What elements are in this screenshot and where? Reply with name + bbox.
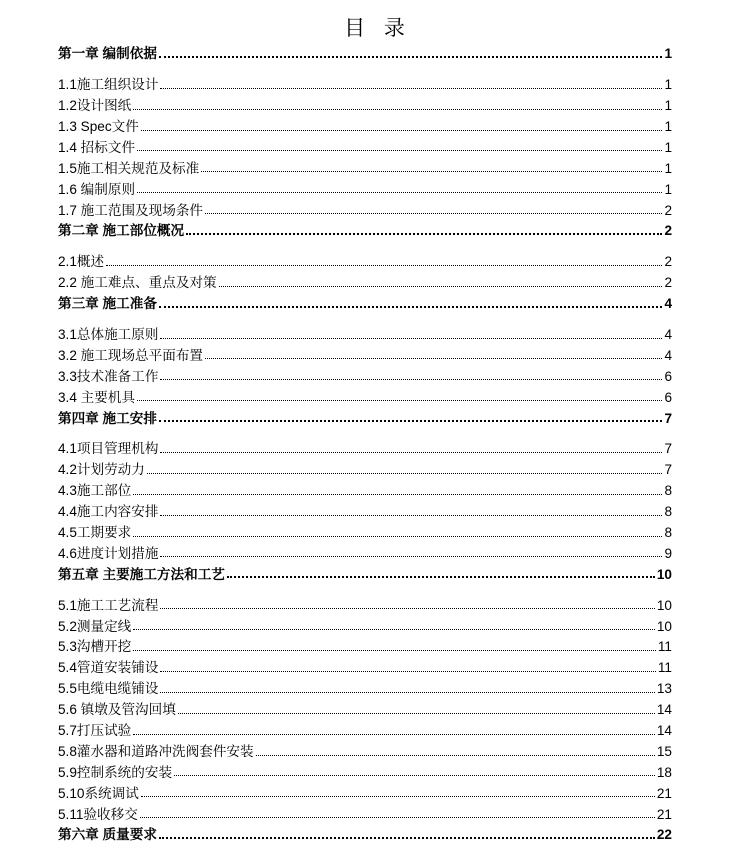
toc-entry-label: 4.2计划劳动力 bbox=[58, 462, 145, 478]
dot-leader bbox=[133, 649, 656, 651]
dot-leader bbox=[137, 191, 662, 193]
toc-section-entry[interactable] bbox=[58, 717, 672, 738]
toc-page-number: 2 bbox=[664, 254, 672, 270]
toc-page-number: 2 bbox=[664, 202, 672, 218]
toc-page-number: 4 bbox=[664, 296, 672, 312]
page-title: 目 录 bbox=[344, 16, 411, 40]
toc-entry-label: 3.2 施工现场总平面布置 bbox=[58, 347, 204, 363]
toc-section-entry[interactable] bbox=[58, 696, 672, 717]
dot-leader bbox=[205, 212, 662, 214]
toc-section-entry[interactable] bbox=[58, 435, 672, 456]
toc-page-number: 15 bbox=[656, 743, 672, 759]
toc-entry-label: 1.3 Spec文件 bbox=[58, 118, 139, 134]
dot-leader bbox=[106, 264, 662, 266]
toc-page-number: 22 bbox=[656, 827, 672, 843]
dot-leader bbox=[133, 493, 662, 495]
toc-entry-label: 5.3沟槽开挖 bbox=[58, 639, 132, 655]
toc-page-number: 11 bbox=[657, 639, 672, 655]
dot-leader bbox=[137, 399, 662, 401]
toc-section-entry[interactable] bbox=[58, 633, 672, 654]
dot-leader bbox=[160, 691, 654, 693]
toc-page-number: 2 bbox=[664, 275, 672, 291]
toc-page-number: 8 bbox=[664, 483, 672, 499]
toc-section-entry[interactable] bbox=[58, 175, 672, 196]
toc-section-entry[interactable] bbox=[58, 654, 672, 675]
dot-leader bbox=[178, 712, 655, 714]
toc-page-number: 1 bbox=[664, 46, 672, 62]
toc-page-number: 21 bbox=[656, 785, 672, 801]
dot-leader bbox=[160, 451, 662, 453]
dot-leader bbox=[160, 378, 662, 380]
toc-entry-label: 5.2测量定线 bbox=[58, 618, 132, 634]
dot-leader bbox=[133, 535, 662, 537]
toc-entry-label: 第五章 主要施工方法和工艺 bbox=[58, 566, 225, 582]
table-of-contents bbox=[58, 40, 672, 852]
toc-chapter-entry[interactable] bbox=[58, 560, 672, 581]
toc-section-entry[interactable] bbox=[58, 738, 672, 759]
toc-page-number: 18 bbox=[656, 764, 672, 780]
toc-section-entry[interactable] bbox=[58, 321, 672, 342]
toc-section-entry[interactable] bbox=[58, 342, 672, 363]
toc-section-entry[interactable] bbox=[58, 779, 672, 800]
toc-section-entry[interactable] bbox=[58, 113, 672, 134]
toc-section-entry[interactable] bbox=[58, 456, 672, 477]
toc-entry-label: 1.7 施工范围及现场条件 bbox=[58, 202, 204, 218]
toc-page-number: 1 bbox=[664, 160, 672, 176]
toc-section-entry[interactable] bbox=[58, 800, 672, 821]
dot-leader bbox=[160, 670, 655, 672]
toc-chapter-entry[interactable] bbox=[58, 404, 672, 425]
toc-section-entry[interactable] bbox=[58, 92, 672, 113]
dot-leader bbox=[137, 149, 662, 151]
dot-leader bbox=[159, 419, 663, 422]
toc-entry-label: 5.10系统调试 bbox=[58, 785, 139, 801]
toc-page-number: 1 bbox=[664, 77, 672, 93]
toc-page-number: 11 bbox=[657, 660, 672, 676]
dot-leader bbox=[256, 754, 655, 756]
toc-section-entry[interactable] bbox=[58, 383, 672, 404]
toc-entry-label: 5.4管道安装铺设 bbox=[58, 660, 159, 676]
toc-entry-label: 1.1施工组织设计 bbox=[58, 77, 159, 93]
dot-leader bbox=[160, 87, 662, 89]
toc-page-number: 2 bbox=[664, 223, 672, 239]
toc-entry-label: 1.5施工相关规范及标准 bbox=[58, 160, 200, 176]
toc-entry-label: 第二章 施工部位概况 bbox=[58, 223, 185, 239]
toc-entry-label: 5.6 镇墩及管沟回填 bbox=[58, 702, 176, 718]
toc-entry-label: 4.1项目管理机构 bbox=[58, 441, 159, 457]
toc-page-number: 6 bbox=[664, 389, 672, 405]
toc-page-number: 4 bbox=[664, 347, 672, 363]
toc-page-number: 10 bbox=[656, 597, 672, 613]
dot-leader bbox=[141, 129, 663, 131]
toc-section-entry[interactable] bbox=[58, 269, 672, 290]
toc-page-number: 13 bbox=[656, 681, 672, 697]
toc-page-number: 8 bbox=[664, 525, 672, 540]
toc-page-number: 1 bbox=[664, 118, 672, 134]
toc-section-entry[interactable] bbox=[58, 71, 672, 92]
toc-entry-label: 第六章 质量要求 bbox=[58, 827, 157, 843]
dot-leader bbox=[201, 170, 662, 172]
toc-section-entry[interactable] bbox=[58, 498, 672, 519]
dot-leader bbox=[133, 108, 662, 110]
toc-entry-label: 1.4 招标文件 bbox=[58, 139, 136, 155]
dot-leader bbox=[186, 232, 662, 235]
toc-section-entry[interactable] bbox=[58, 675, 672, 696]
toc-page-number: 10 bbox=[656, 566, 672, 582]
dot-leader bbox=[160, 555, 662, 557]
toc-entry-label: 5.9控制系统的安装 bbox=[58, 764, 173, 780]
toc-page-number: 21 bbox=[656, 806, 672, 822]
toc-entry-label: 5.7打压试验 bbox=[58, 723, 132, 739]
toc-page-number: 8 bbox=[664, 504, 672, 520]
toc-page-number: 1 bbox=[664, 98, 672, 114]
toc-entry-label: 5.11验收移交 bbox=[58, 806, 138, 822]
toc-section-entry[interactable] bbox=[58, 612, 672, 633]
toc-entry-label: 第四章 施工安排 bbox=[58, 410, 157, 426]
toc-entry-label: 2.1概述 bbox=[58, 254, 105, 270]
dot-leader bbox=[133, 628, 655, 630]
toc-section-entry[interactable] bbox=[58, 196, 672, 217]
toc-page-number: 1 bbox=[664, 139, 672, 155]
toc-section-entry[interactable] bbox=[58, 477, 672, 498]
dot-leader bbox=[219, 285, 663, 287]
dot-leader bbox=[159, 836, 655, 839]
dot-leader bbox=[147, 472, 663, 474]
toc-page-number: 4 bbox=[664, 326, 672, 342]
toc-page-number: 10 bbox=[656, 618, 672, 634]
toc-entry-label: 4.4施工内容安排 bbox=[58, 504, 159, 520]
dot-leader bbox=[160, 337, 662, 339]
toc-page-number: 7 bbox=[664, 441, 672, 457]
dot-leader bbox=[160, 607, 654, 609]
toc-section-entry[interactable] bbox=[58, 759, 672, 780]
toc-entry-label: 3.3技术准备工作 bbox=[58, 368, 159, 384]
dot-leader bbox=[140, 816, 655, 818]
dot-leader bbox=[133, 733, 655, 735]
toc-page-number: 7 bbox=[664, 462, 672, 478]
toc-page-number: 1 bbox=[664, 181, 672, 197]
dot-leader bbox=[159, 305, 663, 308]
toc-entry-label: 5.1施工工艺流程 bbox=[58, 597, 159, 613]
dot-leader bbox=[141, 795, 655, 797]
toc-entry-label: 1.2设计图纸 bbox=[58, 98, 132, 114]
toc-section-entry[interactable] bbox=[58, 591, 672, 612]
toc-entry-label: 4.6进度计划措施 bbox=[58, 545, 159, 561]
toc-entry-label: 4.3施工部位 bbox=[58, 483, 132, 499]
dot-leader bbox=[205, 357, 662, 359]
toc-page-number: 6 bbox=[664, 368, 672, 384]
dot-leader bbox=[227, 575, 655, 578]
toc-entry-label: 3.1总体施工原则 bbox=[58, 326, 159, 342]
dot-leader bbox=[160, 514, 662, 516]
toc-entry-label: 5.5电缆电缆铺设 bbox=[58, 681, 159, 697]
toc-section-entry[interactable] bbox=[58, 362, 672, 383]
toc-entry-label: 第三章 施工准备 bbox=[58, 296, 157, 312]
toc-page-number: 14 bbox=[656, 702, 672, 718]
toc-section-entry[interactable] bbox=[58, 154, 672, 175]
dot-leader bbox=[159, 55, 663, 58]
toc-section-entry[interactable] bbox=[58, 540, 672, 561]
toc-entry-label: 4.5工期要求 bbox=[58, 525, 132, 540]
toc-page-number: 7 bbox=[664, 410, 672, 426]
toc-entry-label: 3.4 主要机具 bbox=[58, 389, 136, 405]
dot-leader bbox=[174, 774, 655, 776]
toc-entry-label: 1.6 编制原则 bbox=[58, 181, 136, 197]
toc-section-entry[interactable] bbox=[58, 248, 672, 269]
toc-page-number: 9 bbox=[664, 545, 672, 561]
toc-page-number: 14 bbox=[656, 723, 672, 739]
toc-entry-label: 5.8灌水器和道路冲洗阀套件安装 bbox=[58, 743, 254, 759]
toc-chapter-entry[interactable] bbox=[58, 290, 672, 311]
toc-section-entry[interactable] bbox=[58, 519, 672, 540]
toc-chapter-entry[interactable] bbox=[58, 40, 672, 61]
toc-chapter-entry[interactable] bbox=[58, 821, 672, 842]
toc-entry-label: 2.2 施工难点、重点及对策 bbox=[58, 275, 217, 291]
toc-chapter-entry[interactable] bbox=[58, 217, 672, 238]
toc-entry-label: 第一章 编制依据 bbox=[58, 46, 157, 62]
toc-section-entry[interactable] bbox=[58, 134, 672, 155]
